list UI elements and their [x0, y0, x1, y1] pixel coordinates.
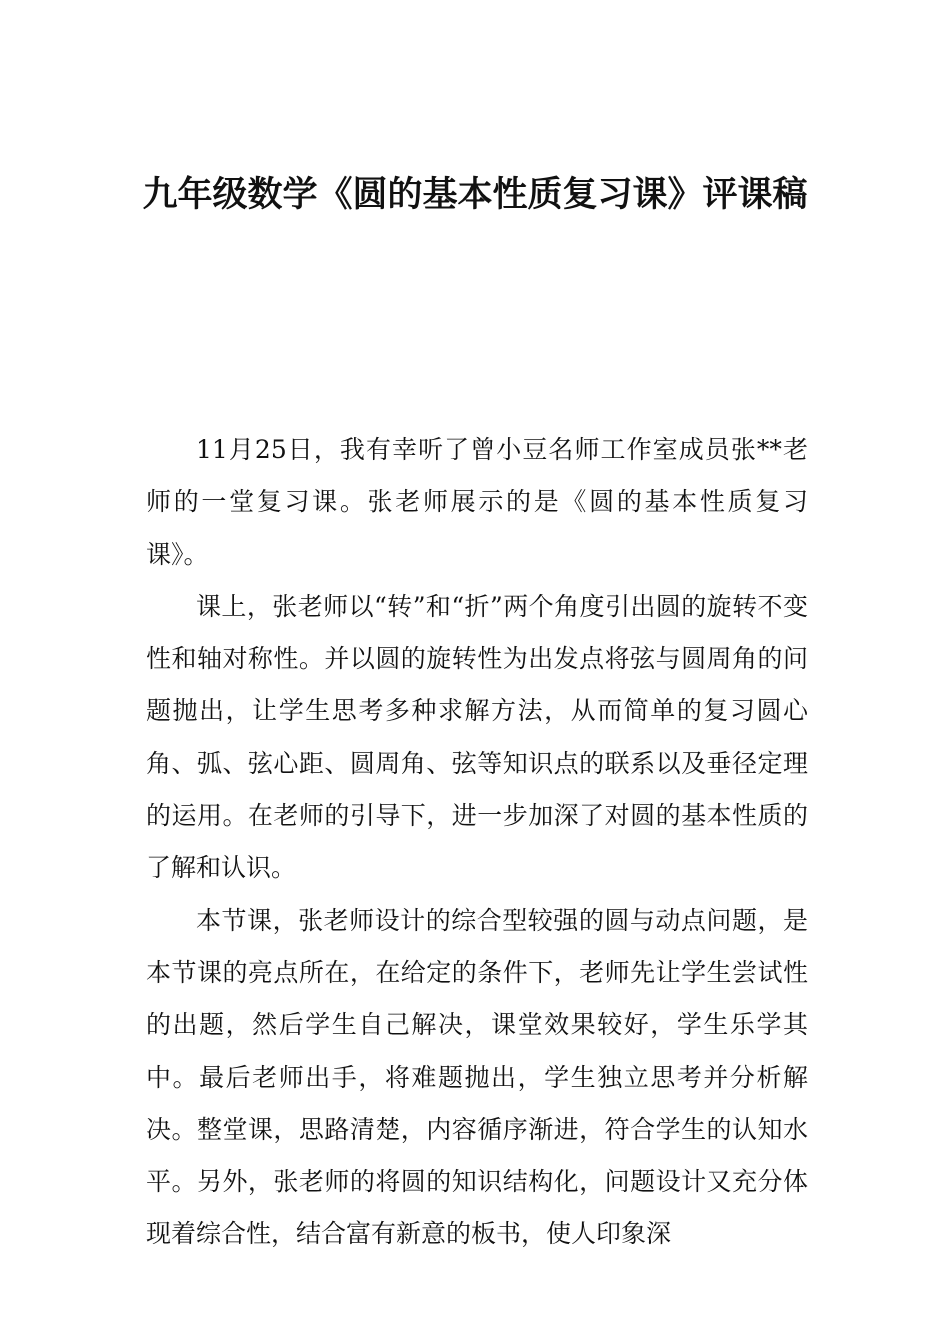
document-body — [146, 424, 808, 1261]
paragraph-1: 11月25日，我有幸听了曾小豆名师工作室成员张**老师的一堂复习课。张老师展示的是《圆的基本性质复习课》。 — [146, 435, 808, 569]
paragraph-3: 本节课，张老师设计的综合型较强的圆与动点问题，是本节课的亮点所在，在给定的条件下，老师先让学生尝试性的出题，然后学生自己解决，课堂效果较好，学生乐学其中。最后老师出手，将难题抛出，学生独立思考并分析解决。整堂课，思路清楚，内容循序渐进，符合学生的认知水平。另外，张老师的将圆的知识结构化，问题设计又充分体现着综合性，结合富有新意的板书，使人印象深 — [146, 905, 808, 1249]
document-title: 九年级数学《圆的基本性质复习课》评课稿 — [142, 175, 808, 215]
paragraph-2: 课上，张老师以“转”和“折”两个角度引出圆的旋转不变性和轴对称性。并以圆的旋转性为出发点将弦与圆周角的问题抛出，让学生思考多种求解方法，从而简单的复习圆心角、弧、弦心距、圆周角、弦等知识点的联系以及垂径定理的运用。在老师的引导下，进一步加深了对圆的基本性质的了解和认识。 — [146, 591, 808, 883]
